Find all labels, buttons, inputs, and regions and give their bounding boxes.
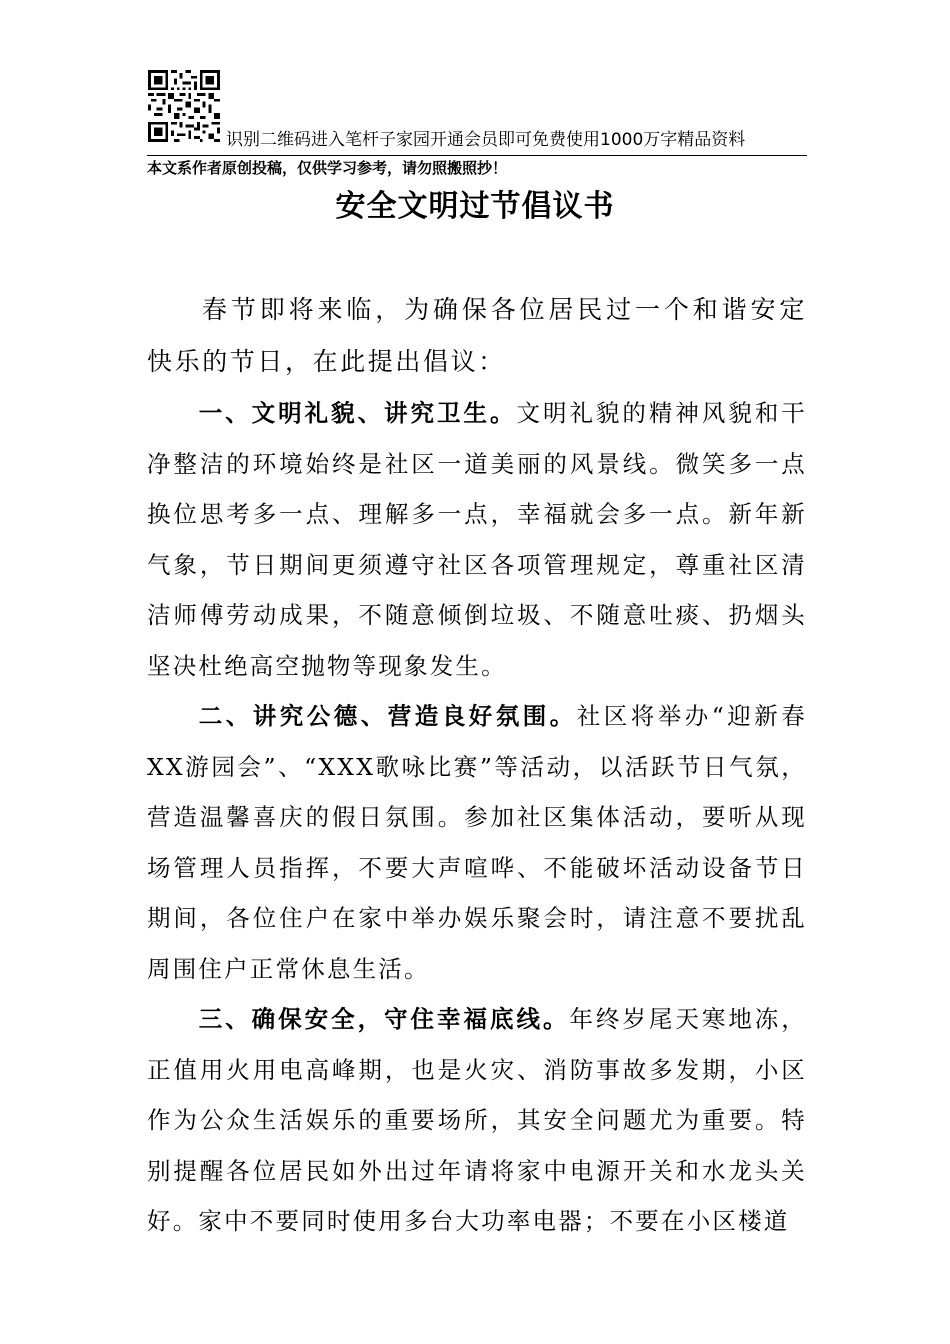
section-heading-3: 三、确保安全，守住幸福底线。 [198,1005,570,1033]
section-text-2: 社区将举办“迎新春XX游园会”、“XXX歌咏比赛”等活动，以活跃节日气氛，营造温馨喜庆的假日氛围。参加社区集体活动，要听从现场管理人员指挥，不要大声喧哗、不能破坏活动设备节日期间，各位住户在家中举办娱乐聚会时，请注意不要扰乱周围住户正常休息生活。 [147,702,807,983]
intro-paragraph: 春节即将来临，为确保各位居民过一个和谐安定快乐的节日，在此提出倡议： [147,295,807,376]
section-text-3: 年终岁尾天寒地冻，正值用火用电高峰期，也是火灾、消防事故多发期，小区作为公众生活娱乐的重要场所，其安全问题尤为重要。特别提醒各位居民如外出过年请将家中电源开关和水龙头关好。家中不要同时使用多台大功率电器；不要在小区楼道 [147,1005,807,1235]
section-text-1: 文明礼貌的精神风貌和干净整洁的环境始终是社区一道美丽的风景线。微笑多一点换位思考多一点、理解多一点，幸福就会多一点。新年新气象，节日期间更须遵守社区各项管理规定，尊重社区清洁师傅劳动成果，不随意倾倒垃圾、不随意吐痰、扔烟头坚决杜绝高空抛物等现象发生。 [147,399,808,680]
section-paragraph-2 [147,691,807,994]
copyright-notice: 本文系作者原创投稿，仅供学习参考，请勿照搬照抄！ [147,159,508,177]
document-body [147,284,807,1247]
section-paragraph-1 [147,388,807,691]
document-title: 安全文明过节倡议书 [335,189,615,224]
header-banner-text: 识别二维码进入笔杆子家园开通会员即可免费使用1000万字精品资料 [226,130,746,150]
section-paragraph-3 [147,994,807,1247]
section-heading-2: 二、讲究公德、营造良好氛围。 [198,702,577,730]
section-heading-1: 一、文明礼貌、讲究卫生。 [198,399,517,427]
